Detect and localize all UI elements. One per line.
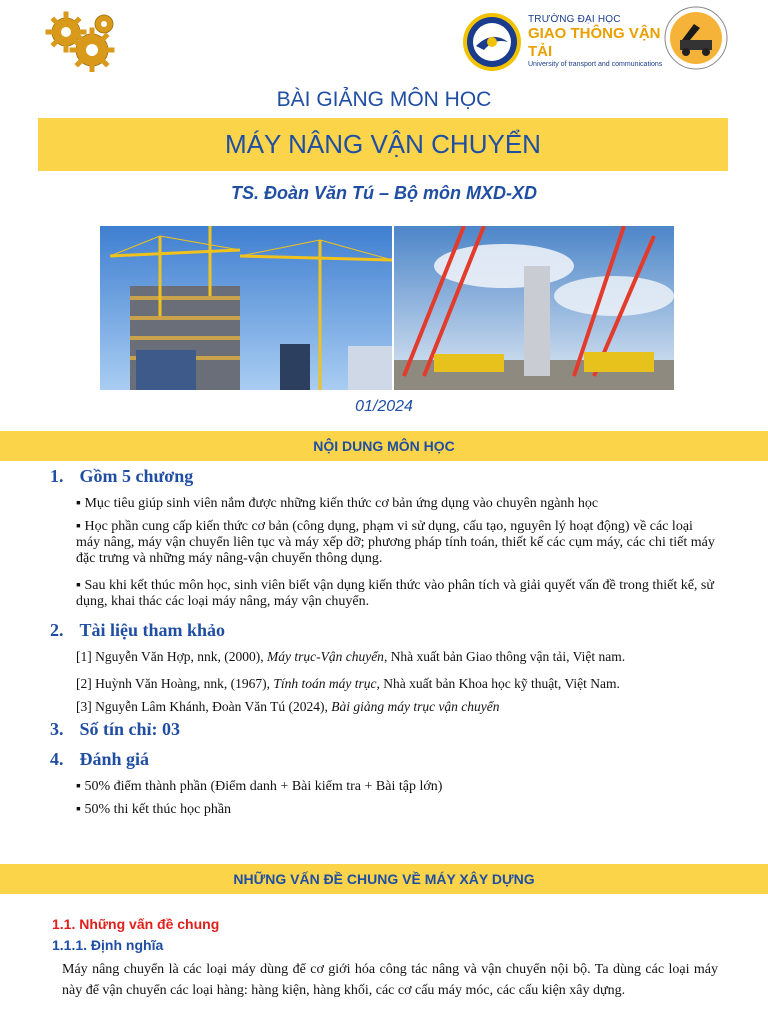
reference-title: Bài giảng máy trục vận chuyển <box>331 699 500 714</box>
section-4-heading <box>50 749 149 770</box>
lecture-label: BÀI GIẢNG MÔN HỌC <box>276 88 492 111</box>
reference-item <box>76 676 620 692</box>
section-1-heading <box>50 466 193 487</box>
bullet-icon: ▪ <box>76 519 85 534</box>
course-title: MÁY NÂNG VẬN CHUYỂN <box>225 129 541 159</box>
title-band <box>38 118 728 171</box>
section-1-title: Gồm 5 chương <box>79 466 194 486</box>
section-3-heading <box>50 719 180 740</box>
sub-subsection-heading: 1.1.1. Định nghĩa <box>52 937 164 953</box>
gears-icon <box>42 10 118 72</box>
bullet-text: Sau khi kết thúc môn học, sinh viên biết vận dụng kiến thức vào phân tích và giải quyết vấn đề trong thiết kế, sử dụng, khai thác các loại máy nâng, máy vận chuyển. <box>76 578 714 609</box>
reference-prefix: [1] Nguyễn Văn Hợp, nnk, (2000), <box>76 649 267 664</box>
university-line-2: GIAO THÔNG VẬN TẢI <box>528 25 661 60</box>
content-band-title: NỘI DUNG MÔN HỌC <box>313 438 455 454</box>
section-2-title: Tài liệu tham khảo <box>79 620 226 640</box>
university-line-3: University of transport and communications <box>528 61 663 68</box>
list-item <box>76 779 716 795</box>
bullet-text: 50% thi kết thúc học phần <box>84 802 232 817</box>
definition-paragraph: Máy nâng chuyển là các loại máy dùng để cơ giới hóa công tác nâng và vận chuyển nội bộ. Ta dùng các loại máy này để vận chuyển các loại hàng: hàng kiện, hàng khối, các cơ cấu máy móc, các cấu kiện xây dựng. <box>62 962 718 998</box>
bullet-icon: ▪ <box>76 802 85 817</box>
bullet-icon: ▪ <box>76 779 85 794</box>
section-1-number: 1. <box>50 466 64 486</box>
bullet-icon: ▪ <box>76 578 85 593</box>
reference-suffix: , Nhà xuất bản Giao thông vận tải, Việt nam. <box>383 649 626 664</box>
bullet-text: Mục tiêu giúp sinh viên nắm được những kiến thức cơ bản ứng dụng vào chuyên ngành học <box>84 496 599 511</box>
reference-title: Máy trục-Vận chuyển <box>266 649 384 664</box>
list-item <box>76 802 716 818</box>
section-2-heading <box>50 620 225 641</box>
author-line: TS. Đoàn Văn Tú – Bộ môn MXD-XD <box>230 183 537 203</box>
content-band <box>0 431 768 461</box>
bullet-text: 50% điểm thành phần (Điểm danh + Bài kiểm tra + Bài tập lớn) <box>84 779 443 794</box>
dept-seal-icon <box>664 6 728 70</box>
reference-prefix: [3] Nguyễn Lâm Khánh, Đoàn Văn Tú (2024), <box>76 699 332 714</box>
bullet-icon: ▪ <box>76 496 85 511</box>
bullet-text: Học phần cung cấp kiến thức cơ bản (công dụng, phạm vi sử dụng, cấu tạo, nguyên lý hoạt động) về các loại máy nâng, máy vận chuyển liên tục và máy xếp dỡ; phương pháp tính toán, thiết kế các cụm máy, các chi tiết máy đặc trưng và những máy nâng-vận chuyển thông dụng. <box>76 519 715 566</box>
section-3-title: Số tín chỉ: 03 <box>79 719 181 739</box>
general-band <box>0 864 768 894</box>
university-seal-icon <box>462 12 522 72</box>
reference-suffix: , Nhà xuất bản Khoa học kỹ thuật, Việt Nam. <box>376 676 620 691</box>
crawler-crane-photo <box>394 226 674 390</box>
general-band-title: NHỮNG VẤN ĐỀ CHUNG VỀ MÁY XÂY DỰNG <box>233 871 535 887</box>
section-4-title: Đánh giá <box>79 749 150 769</box>
list-item <box>76 496 716 512</box>
reference-title: Tính toán máy trục <box>273 676 377 691</box>
list-item <box>76 578 716 610</box>
university-line-1: TRƯỜNG ĐẠI HỌC <box>528 14 621 25</box>
reference-prefix: [2] Huỳnh Văn Hoàng, nnk, (1967), <box>76 676 274 691</box>
university-name <box>528 14 666 68</box>
section-3-number: 3. <box>50 719 64 739</box>
section-2-number: 2. <box>50 620 64 640</box>
list-item <box>76 519 716 567</box>
section-4-number: 4. <box>50 749 64 769</box>
date-label: 01/2024 <box>355 398 413 415</box>
subsection-heading: 1.1. Những vấn đề chung <box>52 916 220 932</box>
tower-cranes-photo <box>100 226 392 390</box>
reference-item <box>76 649 625 665</box>
reference-item <box>76 699 500 715</box>
